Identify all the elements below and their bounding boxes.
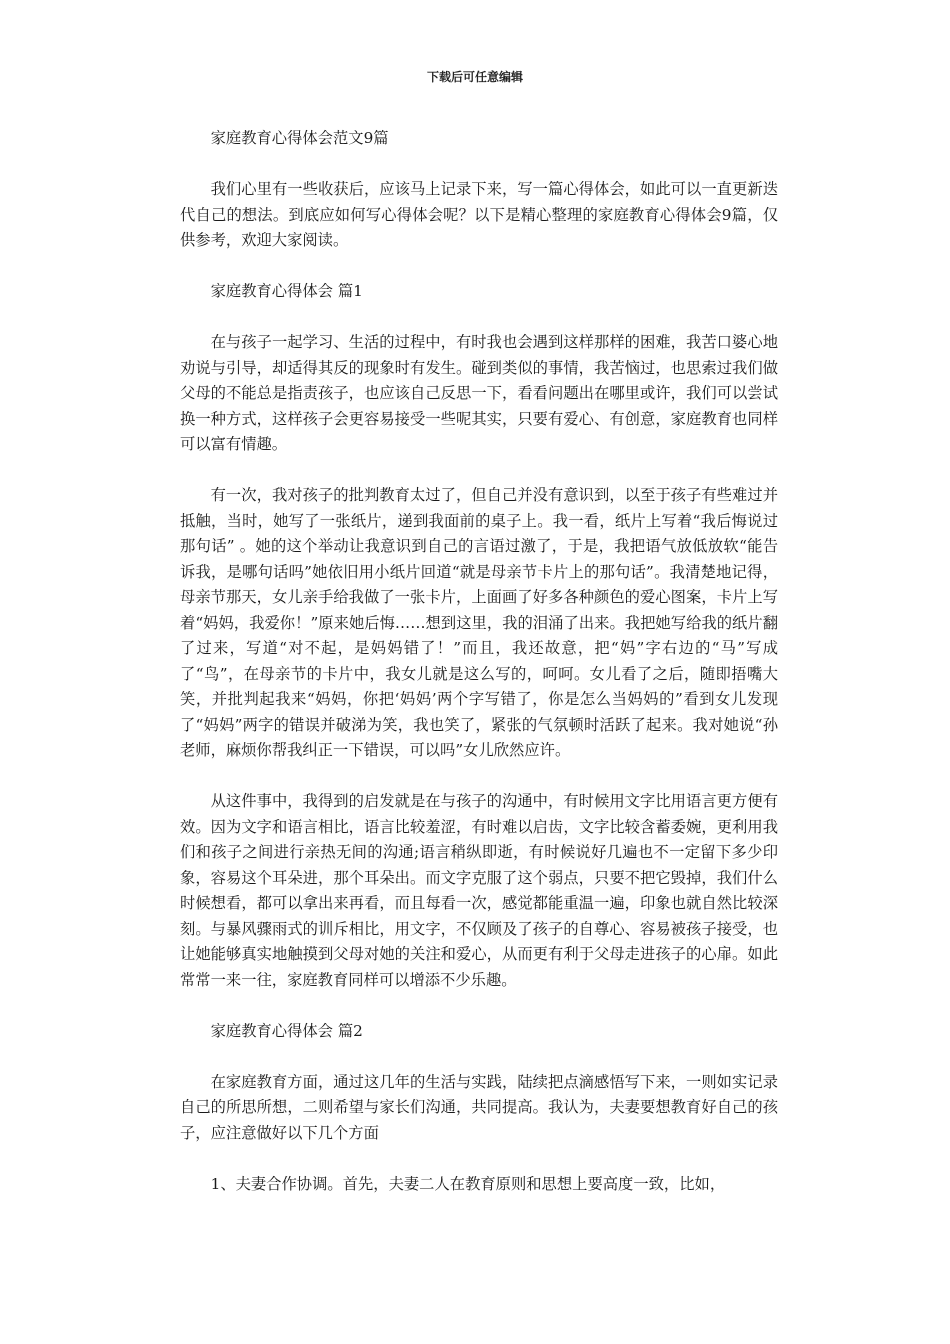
page-header: 下载后可任意编辑	[426, 70, 523, 84]
section-1-paragraph-1: 在与孩子一起学习、生活的过程中，有时我也会遇到这样那样的困难，我苦口婆心地劝说与引导，却适得其反的现象时有发生。碰到类似的事情，我苦恼过，也思索过我们做父母的不能总是指责孩子，也应该自己反思一下，看看问题出在哪里或许，我们可以尝试换一种方式，这样孩子会更容易接受一些呢其实，只要有爱心、有创意，家庭教育也同样可以富有情趣。	[180, 333, 778, 453]
section-2-heading: 家庭教育心得体会 篇2	[210, 1021, 363, 1040]
section-1-heading: 家庭教育心得体会 篇1	[210, 282, 363, 300]
document-body	[180, 126, 778, 1223]
section-2-paragraph-1: 在家庭教育方面，通过这几年的生活与实践，陆续把点滴感悟写下来，一则如实记录自己的所思所想，二则希望与家长们沟通，共同提高。我认为，夫妻要想教育好自己的孩子，应注意做好以下几个方面	[180, 1072, 778, 1142]
document-title: 家庭教育心得体会范文9篇	[210, 129, 389, 147]
section-2-paragraph-2: 1、夫妻合作协调。首先，夫妻二人在教育原则和思想上要高度一致，比如，	[210, 1174, 726, 1193]
intro-paragraph: 我们心里有一些收获后，应该马上记录下来，写一篇心得体会，如此可以一直更新迭代自己的想法。到底应如何写心得体会呢？以下是精心整理的家庭教育心得体会9篇，仅供参考，欢迎大家阅读。	[180, 180, 778, 249]
section-1-paragraph-2: 有一次，我对孩子的批判教育太过了，但自己并没有意识到，以至于孩子有些难过并抵触，当时，她写了一张纸片，递到我面前的桌子上。我一看，纸片上写着“我后悔说过那句话” 。她的这个举动让我意识到自己的言语过激了，于是，我把语气放低放软“能告诉我，是哪句话吗”她依旧用小纸片回道“就是母亲节卡片上的那句话”。我清楚地记得，母亲节那天，女儿亲手给我做了一张卡片，上面画了好多各种颜色的爱心图案，卡片上写着“妈妈，我爱你！”原来她后悔……想到这里，我的泪涌了出来。我把她写给我的纸片翻了过来，写道“对不起，是妈妈错了！”而且，我还故意，把“妈”字右边的“马”写成了“鸟”，在母亲节的卡片中，我女儿就是这么写的，呵呵。女儿看了之后，随即捂嘴大笑，并批判起我来“妈妈，你把‘妈妈’两个字写错了，你是怎么当妈妈的”看到女儿发现了“妈妈”两字的错误并破涕为笑，我也笑了，紧张的气氛顿时活跃了起来。我对她说“孙老师，麻烦你帮我纠正一下错误，可以吗”女儿欣然应许。	[180, 486, 778, 759]
section-1-paragraph-3: 从这件事中，我得到的启发就是在与孩子的沟通中，有时候用文字比用语言更方便有效。因为文字和语言相比，语言比较羞涩，有时难以启齿，文字比较含蓄委婉，更利用我们和孩子之间进行亲热无间的沟通;语言稍纵即逝，有时候说好几遍也不一定留下多少印象，容易这个耳朵进，那个耳朵出。而文字克服了这个弱点，只要不把它毁掉，我们什么时候想看，都可以拿出来再看，而且每看一次，感觉都能重温一遍，印象也就自然比较深刻。与暴风骤雨式的训斥相比，用文字，不仅顾及了孩子的自尊心、容易被孩子接受，也让她能够真实地触摸到父母对她的关注和爱心，从而更有利于父母走进孩子的心扉。如此常常一来一往，家庭教育同样可以增添不少乐趣。	[180, 792, 778, 989]
